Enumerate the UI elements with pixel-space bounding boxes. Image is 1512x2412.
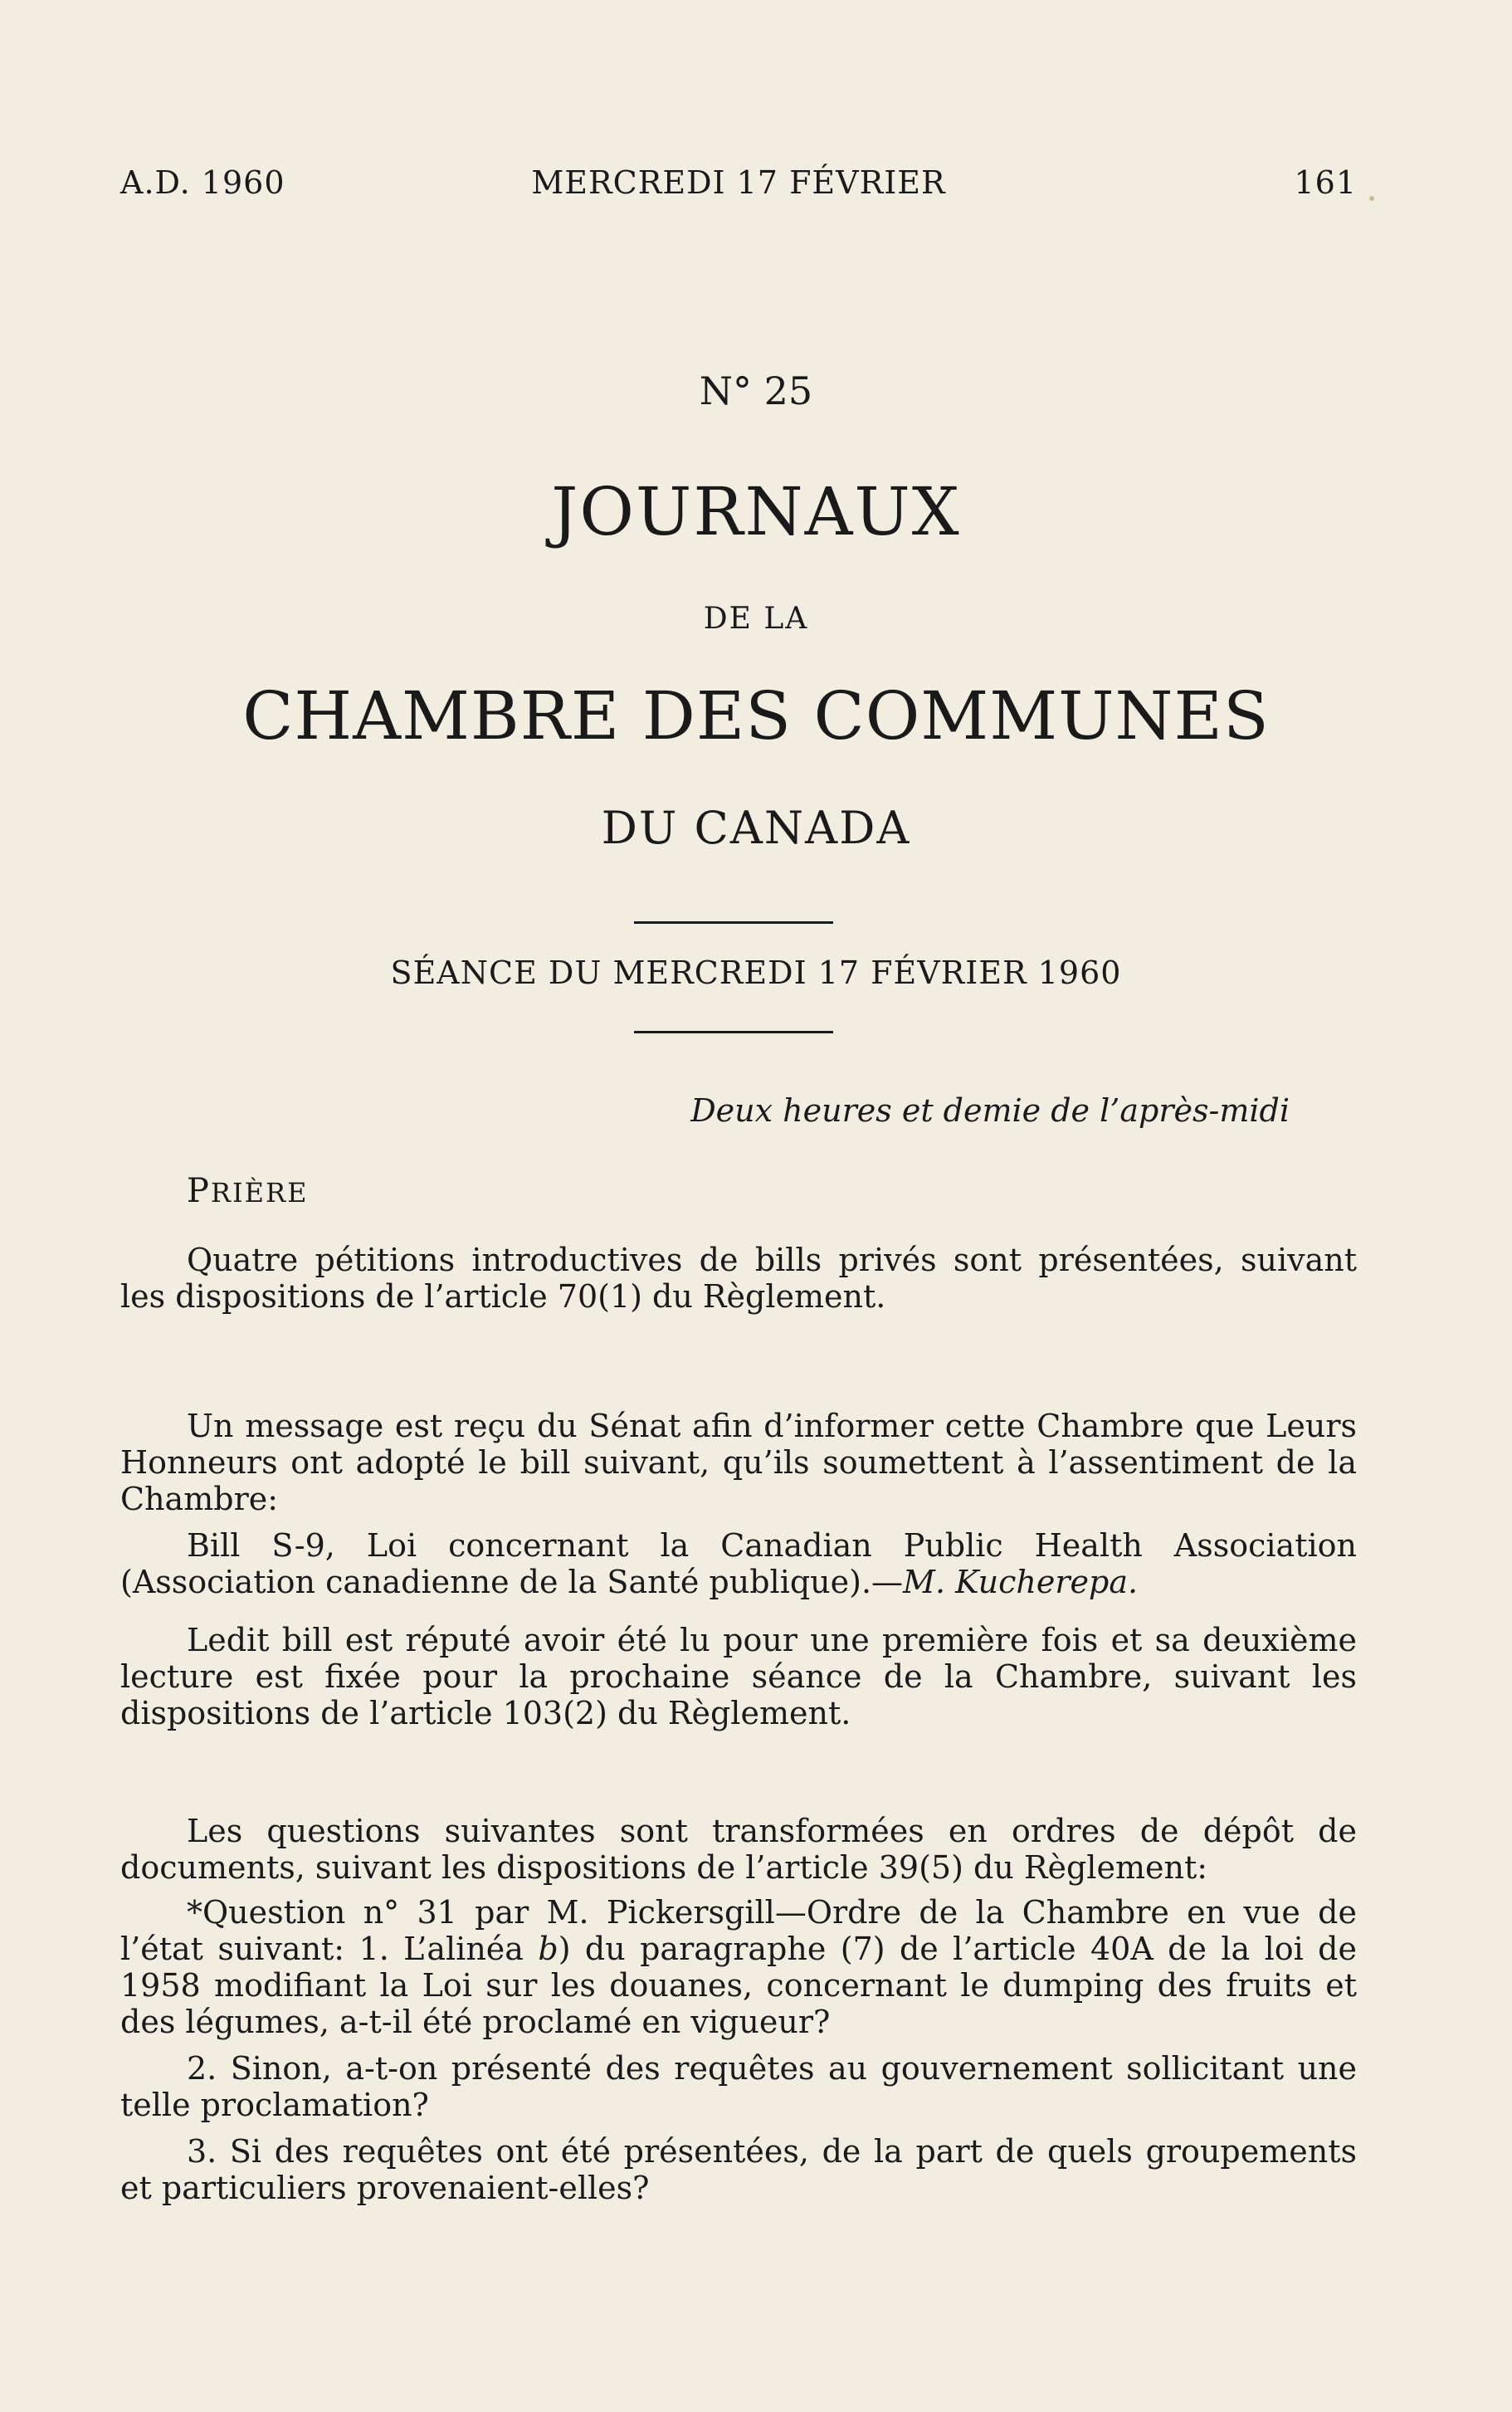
question-31-italic-b: b <box>538 1931 558 1967</box>
sitting-heading: SÉANCE DU MERCREDI 17 FÉVRIER 1960 <box>390 955 1122 991</box>
title-du-canada: DU CANADA <box>601 802 911 854</box>
priere-heading <box>187 1172 308 1210</box>
bill-s9-text: Bill S-9, Loi concernant la Canadian Public Health Association (Association canadienne de la Santé publique).— <box>120 1527 1357 1600</box>
paragraph-bill-s9 <box>120 1527 1357 1600</box>
paragraph-senate-message: Un message est reçu du Sénat afin d’informer cette Chambre que Leurs Honneurs ont adopté le bill suivant, qu’ils soumettent à l’assentiment de la Chambre: <box>120 1408 1357 1517</box>
title-chambre-des-communes: CHAMBRE DES COMMUNES <box>242 677 1270 754</box>
paragraph-questions-intro: Les questions suivantes sont transformées en ordres de dépôt de documents, suivant les dispositions de l’article 39(5) du Règlement: <box>120 1813 1357 1886</box>
paragraph-question-2: 2. Sinon, a-t-on présenté des requêtes au gouvernement sollicitant une telle proclamation? <box>120 2050 1357 2123</box>
question-31-part1: *Question n° 31 par M. Pickersgill—Ordre de la Chambre en vue de l’état suivant: 1. L’alinéa <box>120 1894 1357 1967</box>
priere-rest: RIÈRE <box>210 1177 309 1208</box>
bill-s9-sponsor: M. Kucherepa. <box>903 1564 1139 1600</box>
ink-speck <box>1369 196 1374 201</box>
priere-initial: P <box>187 1172 211 1210</box>
header-date: MERCREDI 17 FÉVRIER <box>531 164 946 201</box>
header-year: A.D. 1960 <box>120 164 285 201</box>
paragraph-question-3: 3. Si des requêtes ont été présentées, de la part de quels groupements et particuliers provenaient-elles? <box>120 2133 1357 2206</box>
question-31-part2: ) du paragraphe (7) de l’article 40A de la loi de 1958 modifiant la Loi sur les douanes, concernant le dumping des fruits et des légumes, a-t-il été proclamé en vigueur? <box>120 1931 1357 2040</box>
page-number: 161 <box>1294 164 1357 201</box>
title-journaux: JOURNAUX <box>551 473 961 550</box>
paragraph-petitions: Quatre pétitions introductives de bills privés sont présentées, suivant les dispositions de l’article 70(1) du Règlement. <box>120 1242 1357 1315</box>
running-head <box>120 164 1357 206</box>
paragraph-first-reading: Ledit bill est réputé avoir été lu pour une première fois et sa deuxième lecture est fixée pour la prochaine séance de la Chambre, suivant les dispositions de l’article 103(2) du Règlement. <box>120 1622 1357 1731</box>
divider-rule-bottom <box>634 1031 833 1033</box>
issue-number: N° 25 <box>699 369 813 413</box>
sitting-time: Deux heures et demie de l’après-midi <box>690 1092 1290 1129</box>
divider-rule-top <box>634 921 833 924</box>
paragraph-question-31 <box>120 1894 1357 2040</box>
title-de-la: DE LA <box>703 602 809 636</box>
